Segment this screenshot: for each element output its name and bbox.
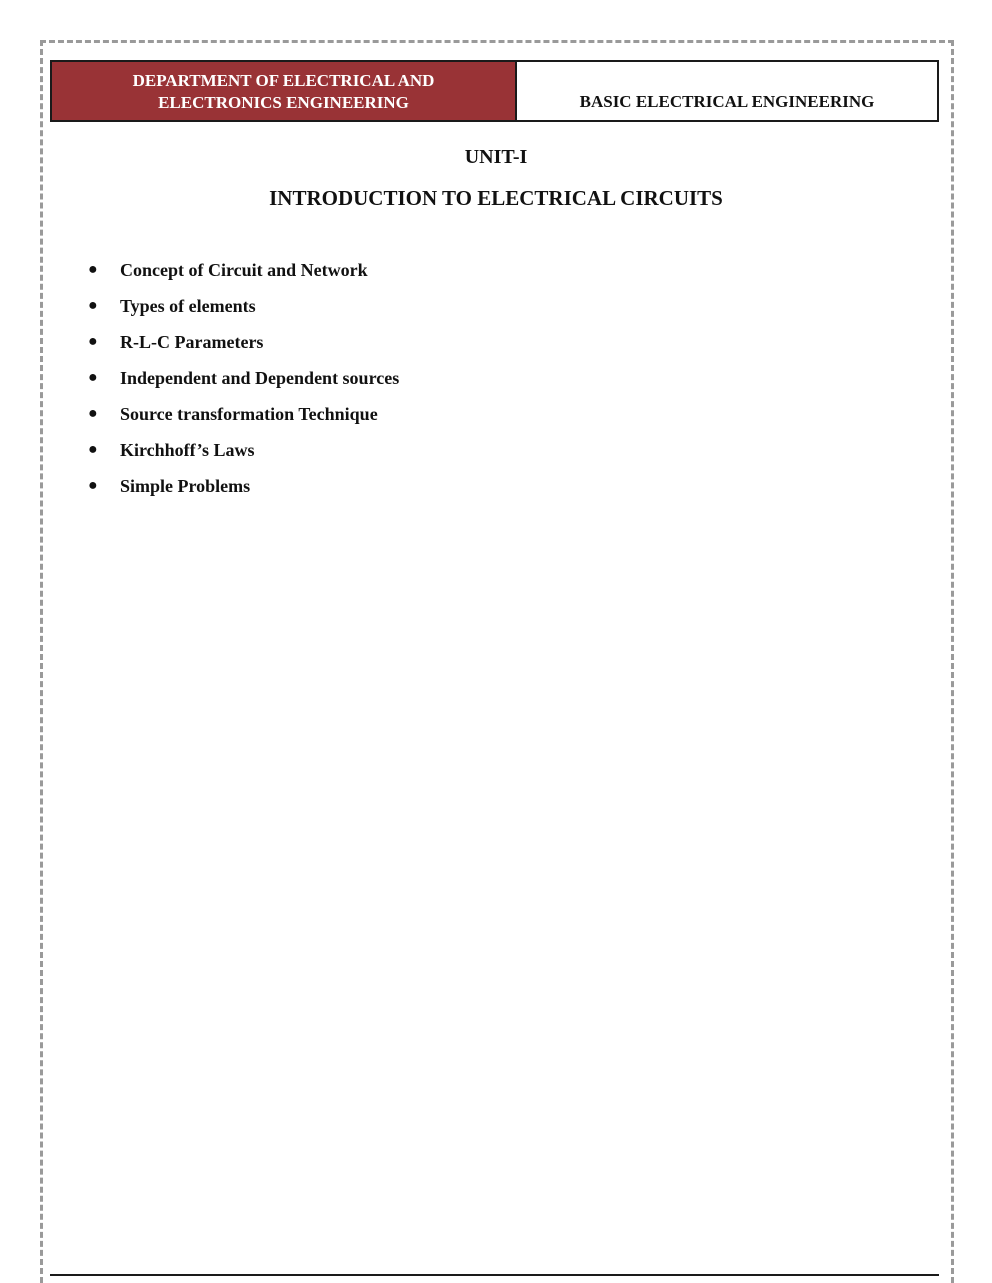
topic-list (88, 252, 399, 504)
unit-subtitle: INTRODUCTION TO ELECTRICAL CIRCUITS (269, 186, 723, 210)
list-item (88, 396, 399, 432)
bullet-icon: ● (88, 405, 98, 422)
bullet-icon: ● (88, 369, 98, 386)
footer-rule (50, 1274, 939, 1276)
list-item (88, 252, 399, 288)
page-border (40, 40, 954, 1283)
topic-label: R-L-C Parameters (120, 331, 264, 352)
list-item (88, 360, 399, 396)
bullet-icon: ● (88, 477, 98, 494)
bullet-icon: ● (88, 261, 98, 278)
topic-label: Kirchhoff’s Laws (120, 439, 255, 460)
topic-label: Concept of Circuit and Network (120, 259, 368, 280)
bullet-icon: ● (88, 333, 98, 350)
topic-label: Simple Problems (120, 475, 251, 496)
topic-label: Types of elements (120, 295, 256, 316)
department-banner (52, 62, 517, 120)
page-header (50, 60, 939, 122)
department-line-2: ELECTRONICS ENGINEERING (158, 93, 409, 112)
bullet-icon: ● (88, 441, 98, 458)
list-item (88, 468, 399, 504)
list-item (88, 288, 399, 324)
topic-label: Source transformation Technique (120, 403, 378, 424)
unit-title: UNIT-I (464, 146, 528, 168)
course-title: BASIC ELECTRICAL ENGINEERING (517, 62, 937, 120)
list-item (88, 324, 399, 360)
department-line-1: DEPARTMENT OF ELECTRICAL AND (132, 71, 435, 90)
bullet-icon: ● (88, 297, 98, 314)
topic-label: Independent and Dependent sources (120, 367, 400, 388)
list-item (88, 432, 399, 468)
